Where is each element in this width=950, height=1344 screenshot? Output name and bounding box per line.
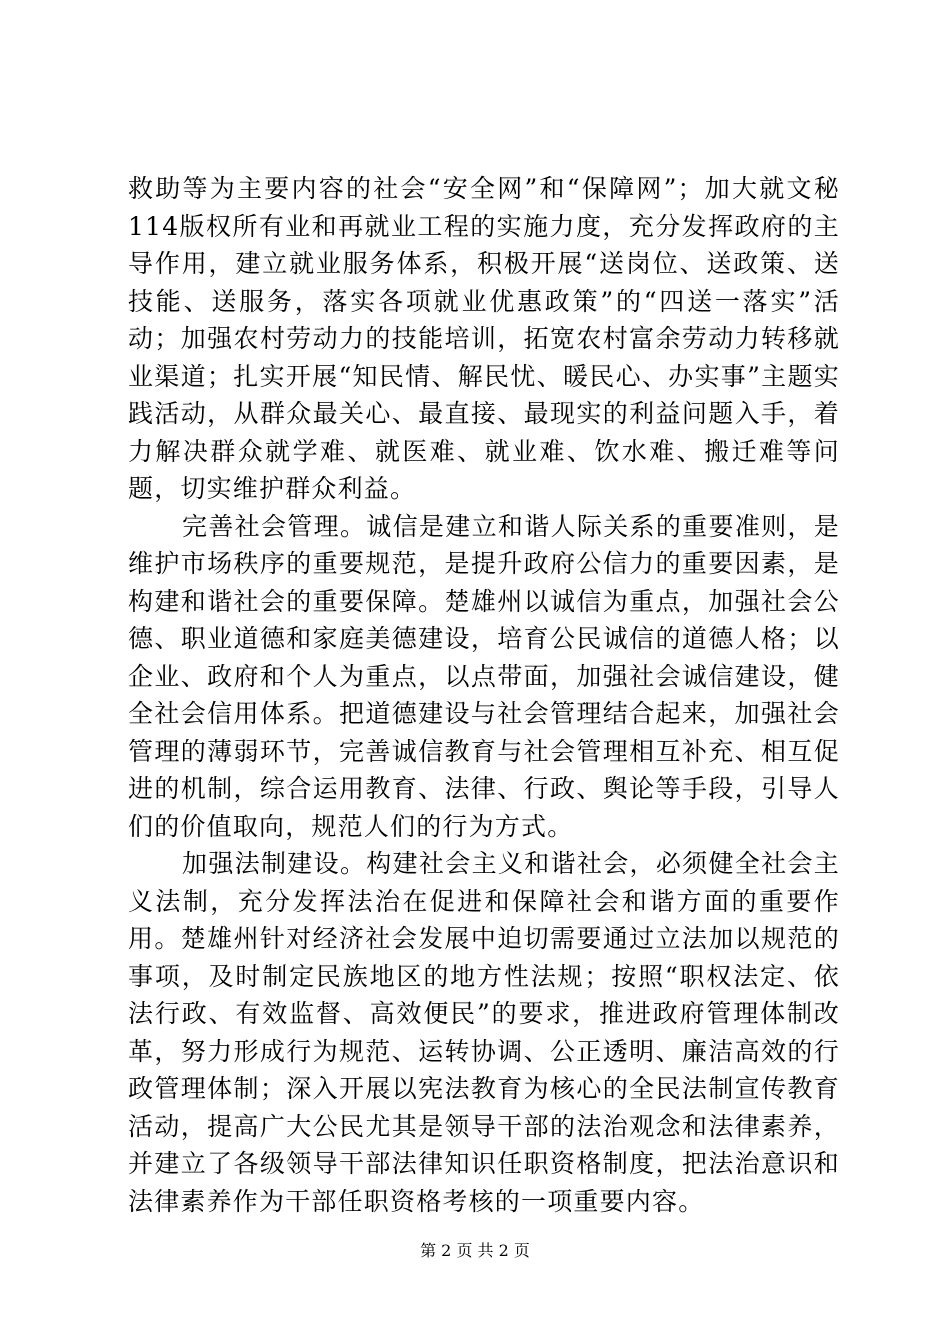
paragraph-legal-system: 加强法制建设。构建社会主义和谐社会，必须健全社会主义法制，充分发挥法治在促进和保障社会和谐方面的重要作用。楚雄州针对经济社会发展中迫切需要通过立法加以规范的事项，及时制定民族地区的地方性法规；按照“职权法定、依法行政、有效监督、高效便民”的要求，推进政府管理体制改革，努力形成行为规范、运转协调、公正透明、廉洁高效的行政管理体制；深入开展以宪法教育为核心的全民法制宣传教育活动，提高广大公民尤其是领导干部的法治观念和法律素养，并建立了各级领导干部法律知识任职资格制度，把法治意识和法律素养作为干部任职资格考核的一项重要内容。 bbox=[128, 849, 840, 1216]
document-body bbox=[128, 170, 840, 1220]
paragraph-continued: 救助等为主要内容的社会“安全网”和“保障网”；加大就文秘114版权所有业和再就业工程的实施力度，充分发挥政府的主导作用，建立就业服务体系，积极开展“送岗位、送政策、送技能、送服务，落实各项就业优惠政策”的“四送一落实”活动；加强农村劳动力的技能培训，拓宽农村富余劳动力转移就业渠道；扎实开展“知民情、解民忧、暖民心、办实事”主题实践活动，从群众最关心、最直接、最现实的利益问题入手，着力解决群众就学难、就医难、就业难、饮水难、搬迁难等问题，切实维护群众利益。 bbox=[128, 174, 840, 503]
page-number-footer: 第 2 页 共 2 页 bbox=[420, 1241, 530, 1260]
paragraph-social-management: 完善社会管理。诚信是建立和谐人际关系的重要准则，是维护市场秩序的重要规范，是提升政府公信力的重要因素，是构建和谐社会的重要保障。楚雄州以诚信为重点，加强社会公德、职业道德和家庭美德建设，培育公民诚信的道德人格；以企业、政府和个人为重点，以点带面，加强社会诚信建设，健全社会信用体系。把道德建设与社会管理结合起来，加强社会管理的薄弱环节，完善诚信教育与社会管理相互补充、相互促进的机制，综合运用教育、法律、行政、舆论等手段，引导人们的价值取向，规范人们的行为方式。 bbox=[128, 511, 840, 841]
